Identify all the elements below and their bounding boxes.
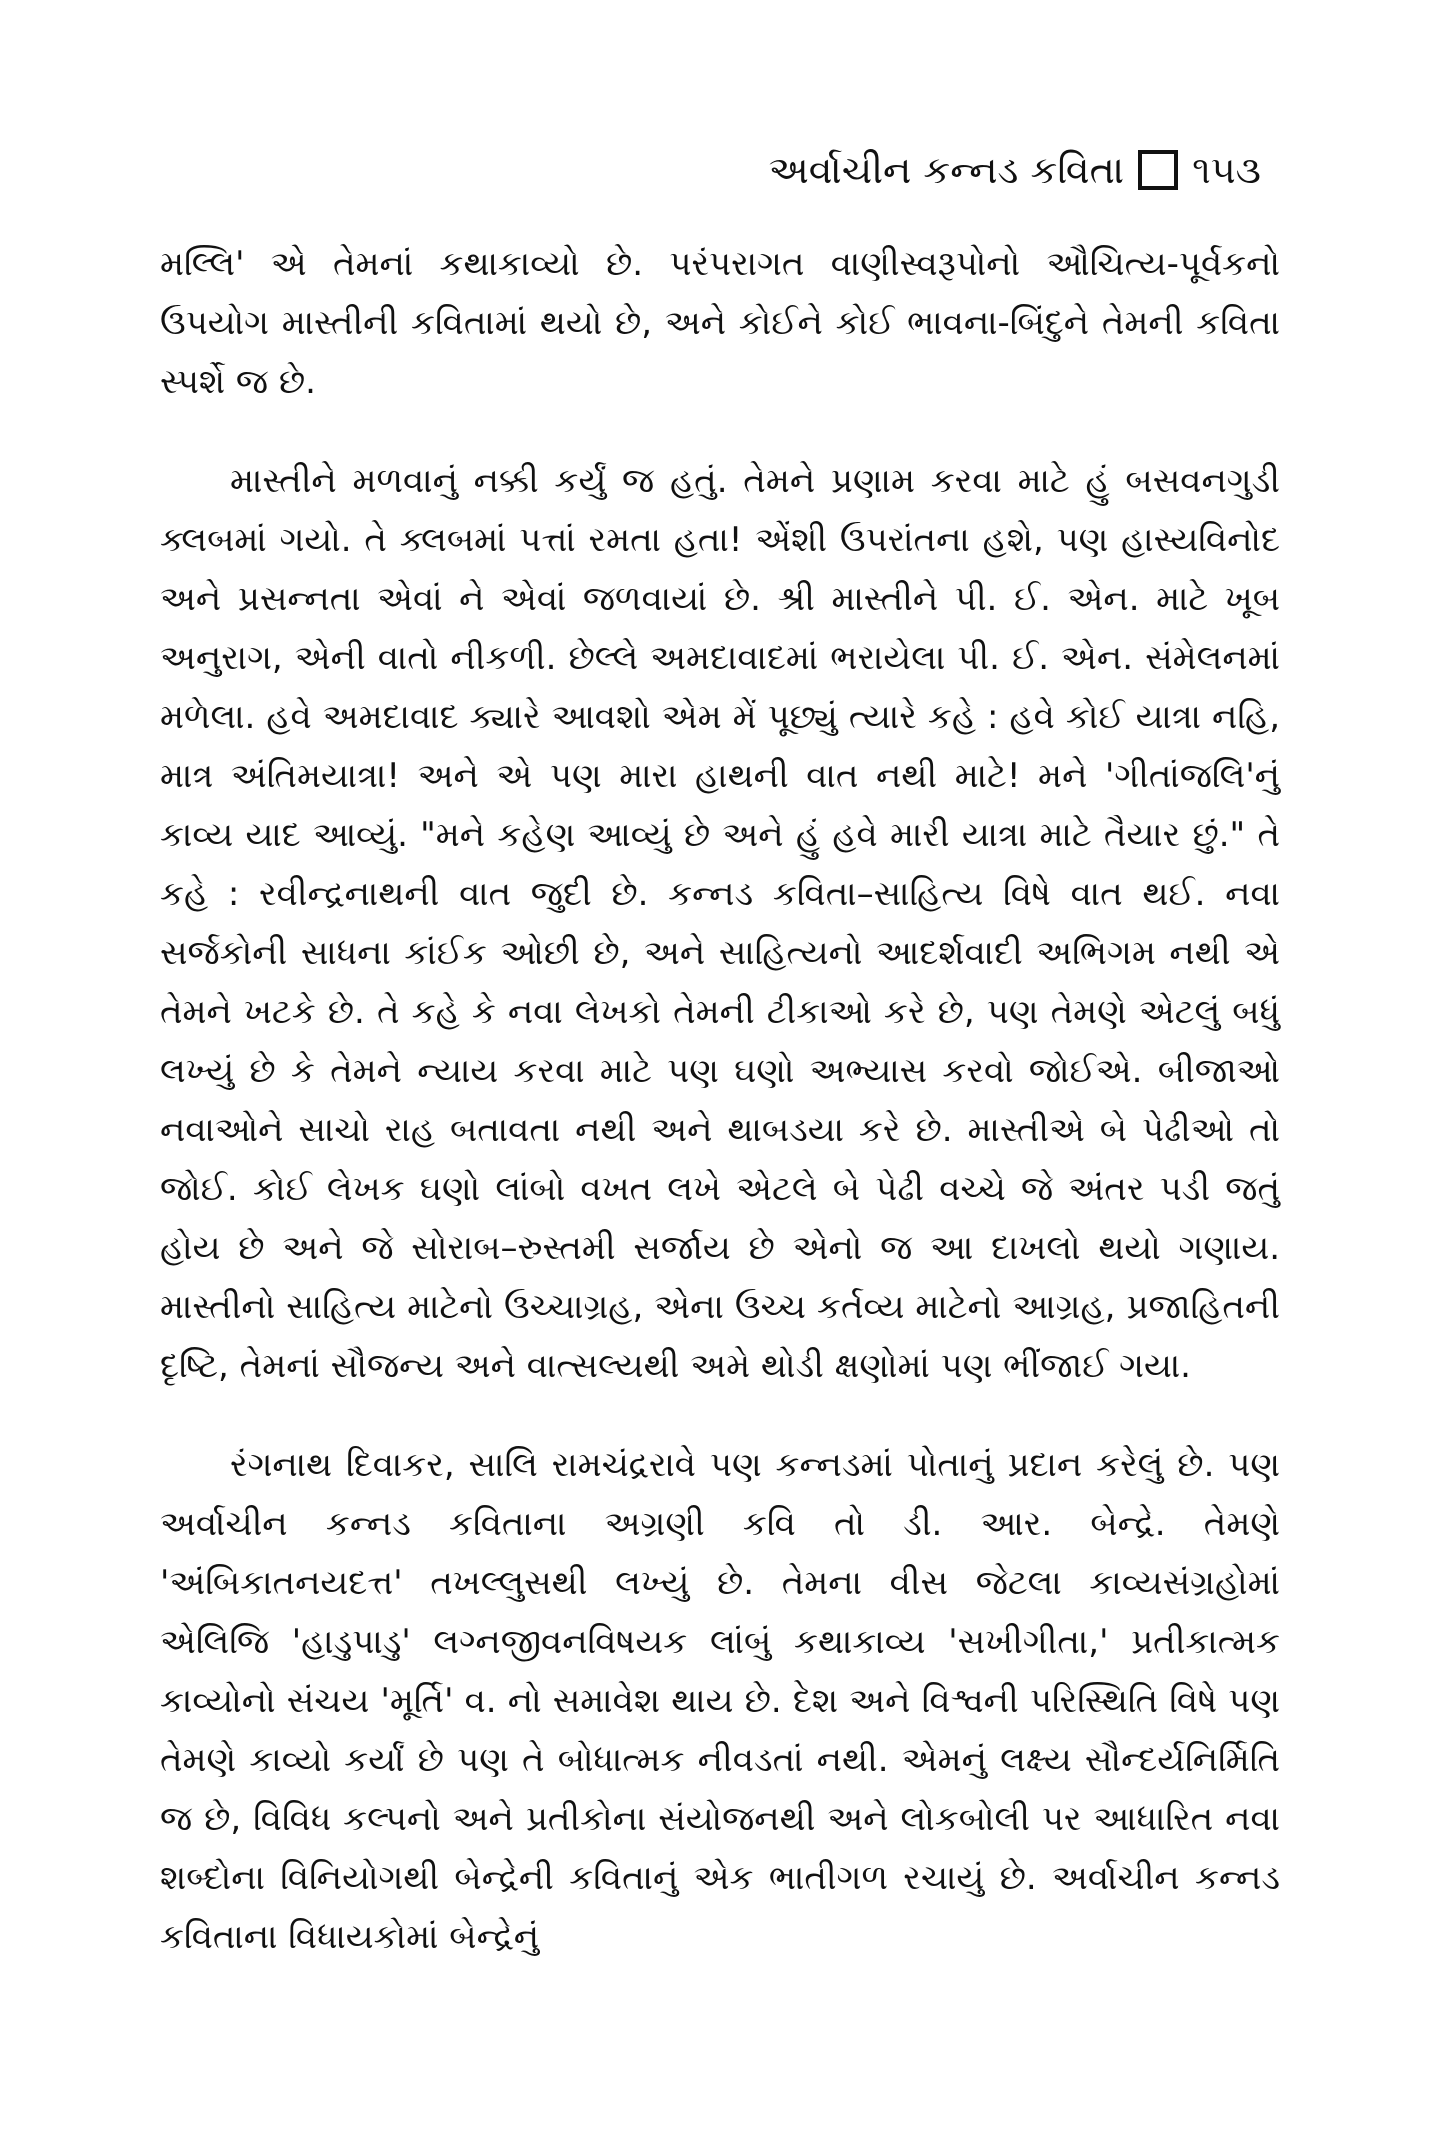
paragraph-bendre: રંગનાથ દિવાકર, સાલિ રામચંદ્રરાવે પણ કન્નડમાં પોતાનું પ્રદાન કરેલું છે. પણ અર્વાચીન કન્નડ કવિતાના અગ્રણી કવિ તો ડી. આર. બેન્દ્રે. તેમણે 'અંબિકાતનયદત્ત' તખલ્લુસથી લખ્યું છે. તેમના વીસ જેટલા કાવ્યસંગ્રહોમાં એલિજિ 'હાડુપાડુ' લગ્નજીવનવિષયક લાંબું કથાકાવ્ય 'સખીગીતા,' પ્રતીકાત્મક કાવ્યોનો સંચય 'મૂર્તિ' વ. નો સમાવેશ થાય છે. દેશ અને વિશ્વની પરિસ્થિતિ વિષે પણ તેમણે કાવ્યો કર્યાં છે પણ તે બોધાત્મક નીવડતાં નથી. એમનું લક્ષ્ય સૌન્દર્યનિર્મિતિ જ છે, વિવિધ કલ્પનો અને પ્રતીકોના સંયોજનથી અને લોકબોલી પર આધારિત નવા શબ્દોના વિનિયોગથી બેન્દ્રેની કવિતાનું એક ભાતીગળ રચાયું છે. અર્વાચીન કન્નડ કવિતાના વિધાયકોમાં બેન્દ્રેનું <box>160 1445 1280 1957</box>
paragraph-masti-meeting: માસ્તીને મળવાનું નક્કી કર્યું જ હતું. તેમને પ્રણામ કરવા માટે હું બસવનગુડી ક્લબમાં ગયો. તે ક્લબમાં પત્તાં રમતા હતા! એંશી ઉપરાંતના હશે, પણ હાસ્યવિનોદ અને પ્રસન્નતા એવાં ને એવાં જળવાયાં છે. શ્રી માસ્તીને પી. ઈ. એન. માટે ખૂબ અનુરાગ, એની વાતો નીકળી. છેલ્લે અમદાવાદમાં ભરાયેલા પી. ઈ. એન. સંમેલનમાં મળેલા. હવે અમદાવાદ ક્યારે આવશો એમ મેં પૂછ્યું ત્યારે કહે : હવે કોઈ યાત્રા નહિ, માત્ર અંતિમયાત્રા! અને એ પણ મારા હાથની વાત નથી માટે! મને 'ગીતાંજલિ'નું કાવ્ય યાદ આવ્યું. "મને કહેણ આવ્યું છે અને હું હવે મારી યાત્રા માટે તૈયાર છું." તે કહે : રવીન્દ્રનાથની વાત જુદી છે. કન્નડ કવિતા–સાહિત્ય વિષે વાત થઈ. નવા સર્જકોની સાધના કાંઈક ઓછી છે, અને સાહિત્યનો આદર્શવાદી અભિગમ નથી એ તેમને ખટકે છે. તે કહે કે નવા લેખકો તેમની ટીકાઓ કરે છે, પણ તેમણે એટલું બધું લખ્યું છે કે તેમને ન્યાય કરવા માટે પણ ઘણો અભ્યાસ કરવો જોઈએ. બીજાઓ નવાઓને સાચો રાહ બતાવતા નથી અને થાબડયા કરે છે. માસ્તીએ બે પેઢીઓ તો જોઈ. કોઈ લેખક ઘણો લાંબો વખત લખે એટલે બે પેઢી વચ્ચે જે અંતર પડી જતું હોય છે અને જે સોરાબ–રુસ્તમી સર્જાય છે એનો જ આ દાખલો થયો ગણાય. માસ્તીનો સાહિત્ય માટેનો ઉચ્ચાગ્રહ, એના ઉચ્ચ કર્તવ્ય માટેનો આગ્રહ, પ્રજાહિતની દૃષ્ટિ, તેમનાં સૌજન્ય અને વાત્સલ્યથી અમે થોડી ક્ષણોમાં પણ ભીંજાઈ ગયા. <box>160 461 1280 1386</box>
page-header <box>769 150 1261 190</box>
page-number: ૧૫૩ <box>1192 148 1261 192</box>
header-box-ornament <box>1138 150 1178 190</box>
page-body <box>160 235 1280 1967</box>
running-title: અર્વાચીન કન્નડ કવિતા <box>768 148 1125 192</box>
paragraph-continuation: મલ્લિ' એ તેમનાં કથાકાવ્યો છે. પરંપરાગત વાણીસ્વરૂપોનો ઔચિત્ય-પૂર્વકનો ઉપયોગ માસ્તીની કવિતામાં થયો છે, અને કોઈને કોઈ ભાવના-બિંદુને તેમની કવિતા સ્પર્શે જ છે. <box>160 244 1280 402</box>
